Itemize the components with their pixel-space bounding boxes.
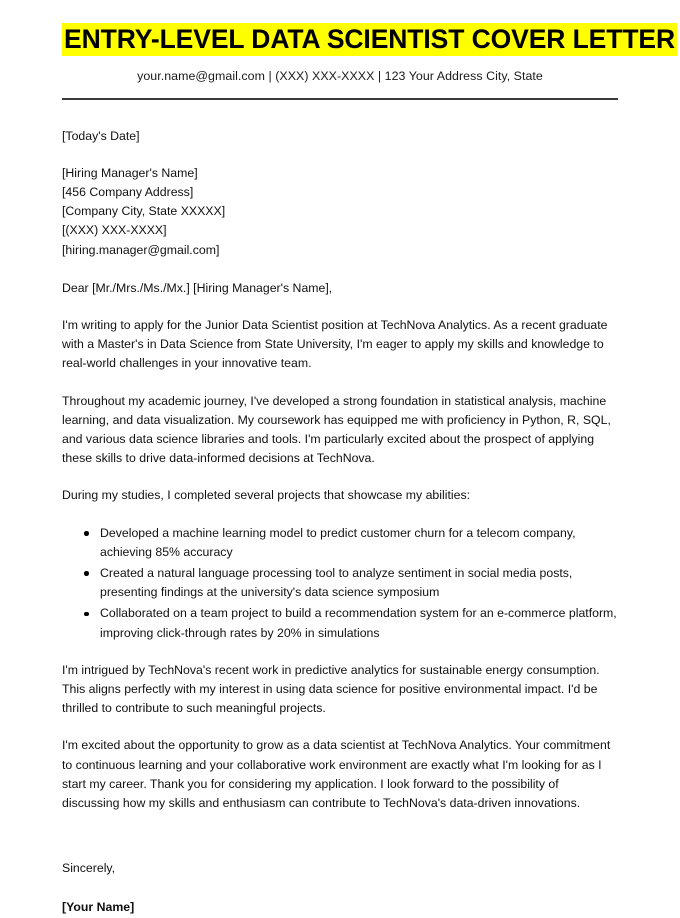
body-paragraph-closing: I'm excited about the opportunity to grow as a data scientist at TechNova Analytics. Your commitment to continuous learning and your collaborative work environment are exactly what I'm looking for as I start my career. Thank you for considering my application. I look forward to the possibility of discussing how my skills and enthusiasm can contribute to TechNova's data-driven innovations. <box>62 738 611 810</box>
recipient-email: [hiring.manager@gmail.com] <box>62 242 220 257</box>
recipient-street-address: [456 Company Address] <box>62 184 194 199</box>
recipient-city-state-zip: [Company City, State XXXXX] <box>62 204 226 219</box>
body-paragraph-company-interest: I'm intrigued by TechNova's recent work in predictive analytics for sustainable energy consumption. This aligns perfectly with my interest in using data science for positive environmental impact. I'd be thrilled to contribute to such meaningful projects. <box>62 662 600 716</box>
signature-block <box>62 831 618 917</box>
letter-body <box>62 100 618 918</box>
body-paragraph-projects-lead-in: During my studies, I completed several projects that showcase my abilities: <box>62 488 471 503</box>
sign-off: Sincerely, <box>62 861 116 876</box>
recipient-phone: [(XXX) XXX-XXXX] <box>62 223 167 238</box>
list-item-text: Developed a machine learning model to predict customer churn for a telecom company, achieving 85% accuracy <box>100 525 576 559</box>
projects-bullet-list <box>62 524 618 643</box>
recipient-name: [Hiring Manager's Name] <box>62 165 198 180</box>
letter-header <box>62 0 676 100</box>
page-title-wrapper <box>62 24 676 54</box>
list-item-text: Collaborated on a team project to build a recommendation system for an e-commerce platform, improving click-through rates by 20% in simulations <box>100 606 617 640</box>
list-item <box>62 604 618 642</box>
bullet-point-icon <box>84 571 89 576</box>
list-item <box>62 524 618 562</box>
bullet-point-icon <box>84 612 89 617</box>
page-title: ENTRY-LEVEL DATA SCIENTIST COVER LETTER <box>64 24 676 54</box>
sender-contact-line: your.name@gmail.com | (XXX) XXX-XXXX | 123 Your Address City, State <box>137 68 543 83</box>
salutation: Dear [Mr./Mrs./Ms./Mx.] [Hiring Manager's Name], <box>62 280 333 295</box>
date-line: [Today's Date] <box>62 128 140 143</box>
bullet-point-icon <box>84 531 89 536</box>
signature-name: [Your Name] <box>62 900 135 915</box>
recipient-address-block <box>62 164 618 260</box>
list-item-text: Created a natural language processing tool to analyze sentiment in social media posts, presenting findings at the university's data science symposium <box>100 565 573 600</box>
list-item <box>62 564 618 602</box>
body-paragraph-intro: I'm writing to apply for the Junior Data Scientist position at TechNova Analytics. As a recent graduate with a Master's in Data Science from State University, I'm eager to apply my skills and knowledge to real-world challenges in your innovative team. <box>62 317 608 371</box>
body-paragraph-skills: Throughout my academic journey, I've developed a strong foundation in statistical analysis, machine learning, and data visualization. My coursework has equipped me with proficiency in Python, R, SQL, and various data science libraries and tools. I'm particularly excited about the prospect of applying these skills to drive data-informed decisions at TechNova. <box>62 393 611 466</box>
